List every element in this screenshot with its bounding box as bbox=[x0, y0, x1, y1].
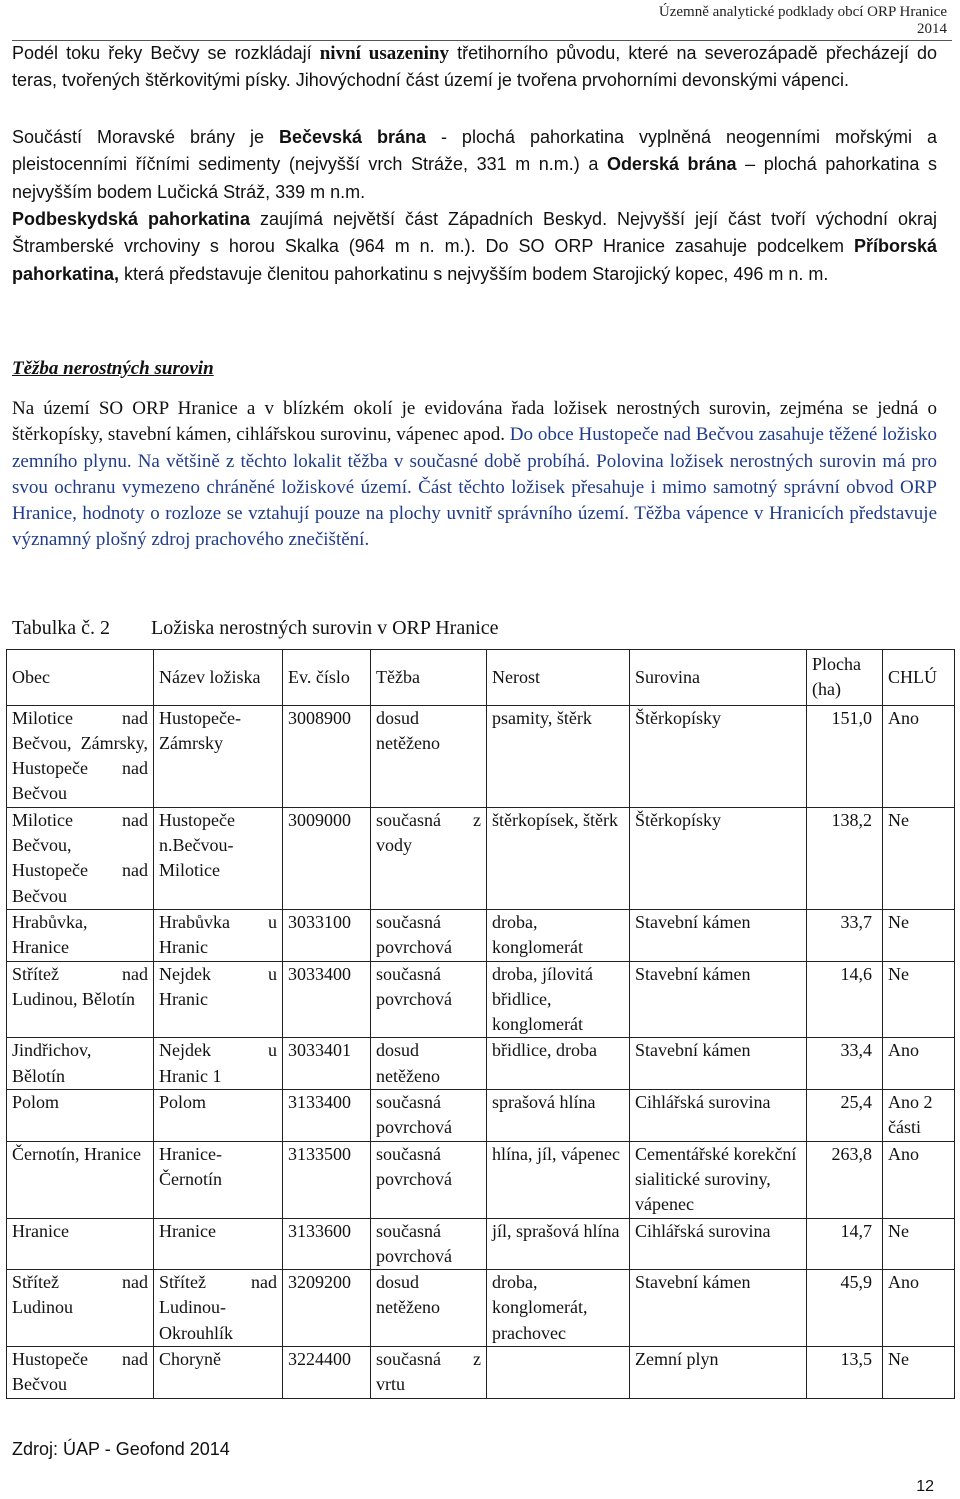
table-header-row bbox=[7, 650, 955, 706]
cell-ev-cislo: 3008900 bbox=[283, 705, 371, 807]
cell-obec: Střítež nad Ludinou bbox=[7, 1270, 154, 1347]
p1-text-2: třetihorního původu, které na severozápadě přecházejí do teras, tvořených štěrkovitými písky. Jihovýchodní část území je tvořena prvohorními devonskými vápenci. bbox=[12, 43, 937, 91]
cell-ev-cislo: 3133400 bbox=[283, 1090, 371, 1142]
cell-plocha: 151,0 bbox=[807, 705, 883, 807]
cell-nazev: Hranice bbox=[154, 1218, 283, 1270]
cell-tezba: dosud netěženo bbox=[371, 1270, 487, 1347]
source-note: Zdroj: ÚAP - Geofond 2014 bbox=[12, 1439, 230, 1459]
table-row bbox=[7, 1347, 955, 1399]
cell-nazev: Hrabůvka u Hranic bbox=[154, 909, 283, 961]
cell-obec: Polom bbox=[7, 1090, 154, 1142]
page-number: 12 bbox=[916, 1478, 934, 1495]
cell-surovina: Štěrkopísky bbox=[630, 807, 807, 909]
p3-text-1: zaujímá největší část Západních Beskyd. Nejvyšší její část tvoří východní okraj Štramberské vrchoviny s horou Skalka (964 m n. m.). Do SO ORP Hranice zasahuje podcelkem bbox=[12, 209, 937, 257]
cell-nazev: Hustopeče-Zámrsky bbox=[154, 705, 283, 807]
cell-nazev: Nejdek u Hranic bbox=[154, 961, 283, 1038]
cell-plocha: 25,4 bbox=[807, 1090, 883, 1142]
table-row bbox=[7, 961, 955, 1038]
cell-obec: Milotice nad Bečvou, Hustopeče nad Bečvou bbox=[7, 807, 154, 909]
p3-bold-podbeskydska: Podbeskydská pahorkatina bbox=[12, 209, 251, 229]
cell-surovina: Zemní plyn bbox=[630, 1347, 807, 1399]
p4-text-2: Do obce Hustopeče nad Bečvou zasahuje těžené ložisko zemního plynu. Na většině z těchto lokalit těžba v současné době probíhá. Polovina ložisek nerostných surovin má pro svou ochranu vymezeno chráněné ložiskové území. Část těchto ložisek přesahuje i mimo samotný správní obvod ORP Hranice, hodnoty o rozloze se vztahují pouze na plochy uvnitř správního území. Těžba vápence v Hranicích představuje významný plošný zdroj prachového znečištění. bbox=[12, 424, 937, 551]
cell-obec: Hustopeče nad Bečvou bbox=[7, 1347, 154, 1399]
cell-obec: Jindřichov, Bělotín bbox=[7, 1038, 154, 1090]
cell-chlu: Ne bbox=[883, 1347, 955, 1399]
paragraph-podbeskydska bbox=[12, 206, 937, 288]
col-header-plocha: Plocha (ha) bbox=[807, 650, 883, 706]
cell-surovina: Cihlářská surovina bbox=[630, 1090, 807, 1142]
cell-ev-cislo: 3033401 bbox=[283, 1038, 371, 1090]
p2-text-2: - plochá pahorkatina vyplněná neogenními mořskými a pleistocenními říčními sedimenty (nejvyšší vrch Stráže, 331 m n.m.) a bbox=[12, 127, 937, 175]
paragraph-moravian-gate bbox=[12, 124, 937, 206]
cell-nazev: Polom bbox=[154, 1090, 283, 1142]
cell-nerost: psamity, štěrk bbox=[487, 705, 630, 807]
cell-ev-cislo: 3033100 bbox=[283, 909, 371, 961]
deposits-table bbox=[6, 649, 955, 1399]
table-caption-title: Ložiska nerostných surovin v ORP Hranice bbox=[151, 617, 499, 639]
cell-chlu: Ne bbox=[883, 961, 955, 1038]
p2-text-3: – plochá pahorkatina s nejvyšším bodem Lučická Stráž, 339 m n.m. bbox=[12, 154, 938, 202]
cell-nazev: Nejdek u Hranic 1 bbox=[154, 1038, 283, 1090]
cell-nerost: droba, jílovitá břidlice, konglomerát bbox=[487, 961, 630, 1038]
cell-chlu: Ne bbox=[883, 909, 955, 961]
cell-ev-cislo: 3133600 bbox=[283, 1218, 371, 1270]
table-row bbox=[7, 807, 955, 909]
cell-nerost: jíl, sprašová hlína bbox=[487, 1218, 630, 1270]
cell-plocha: 45,9 bbox=[807, 1270, 883, 1347]
col-header-nazev: Název ložiska bbox=[154, 650, 283, 706]
cell-obec: Hranice bbox=[7, 1218, 154, 1270]
cell-ev-cislo: 3009000 bbox=[283, 807, 371, 909]
table-caption-number: Tabulka č. 2 bbox=[12, 617, 111, 639]
header-title: Územně analytické podklady obcí ORP Hranice bbox=[658, 4, 947, 20]
cell-chlu: Ano 2 části bbox=[883, 1090, 955, 1142]
cell-tezba: současná z vody bbox=[371, 807, 487, 909]
cell-nazev: Střítež nad Ludinou-Okrouhlík bbox=[154, 1270, 283, 1347]
cell-tezba: současná povrchová bbox=[371, 1141, 487, 1218]
cell-plocha: 263,8 bbox=[807, 1141, 883, 1218]
header-year: 2014 bbox=[917, 21, 947, 37]
col-header-tezba: Těžba bbox=[371, 650, 487, 706]
cell-chlu: Ne bbox=[883, 1218, 955, 1270]
p3-text-2: která představuje členitou pahorkatinu s nejvyšším bodem Starojický kopec, 496 m n. m. bbox=[119, 263, 829, 284]
cell-plocha: 138,2 bbox=[807, 807, 883, 909]
cell-ev-cislo: 3133500 bbox=[283, 1141, 371, 1218]
table-row bbox=[7, 1218, 955, 1270]
cell-nerost: droba, konglomerát, prachovec bbox=[487, 1270, 630, 1347]
cell-tezba: současná povrchová bbox=[371, 961, 487, 1038]
cell-tezba: současná povrchová bbox=[371, 909, 487, 961]
cell-plocha: 14,7 bbox=[807, 1218, 883, 1270]
cell-nerost: štěrkopísek, štěrk bbox=[487, 807, 630, 909]
cell-nerost: břidlice, droba bbox=[487, 1038, 630, 1090]
col-header-chlu: CHLÚ bbox=[883, 650, 955, 706]
cell-obec: Milotice nad Bečvou, Zámrsky, Hustopeče nad Bečvou bbox=[7, 705, 154, 807]
running-header bbox=[659, 4, 947, 38]
cell-plocha: 33,7 bbox=[807, 909, 883, 961]
cell-ev-cislo: 3224400 bbox=[283, 1347, 371, 1399]
paragraph-alluvium bbox=[12, 40, 937, 95]
cell-chlu: Ano bbox=[883, 1141, 955, 1218]
cell-chlu: Ano bbox=[883, 705, 955, 807]
cell-tezba: dosud netěženo bbox=[371, 705, 487, 807]
paragraph-mining bbox=[12, 396, 937, 554]
cell-nerost: droba, konglomerát bbox=[487, 909, 630, 961]
cell-nerost: hlína, jíl, vápenec bbox=[487, 1141, 630, 1218]
cell-chlu: Ano bbox=[883, 1270, 955, 1347]
cell-nazev: Choryně bbox=[154, 1347, 283, 1399]
cell-chlu: Ne bbox=[883, 807, 955, 909]
cell-surovina: Štěrkopísky bbox=[630, 705, 807, 807]
table-row bbox=[7, 909, 955, 961]
table-row bbox=[7, 1038, 955, 1090]
col-header-obec: Obec bbox=[7, 650, 154, 706]
cell-plocha: 14,6 bbox=[807, 961, 883, 1038]
cell-tezba: současná z vrtu bbox=[371, 1347, 487, 1399]
p4-text-1: Na území SO ORP Hranice a v blízkém okolí je evidována řada ložisek nerostných surovin, zejména se jedná o štěrkopísky, stavební kámen, cihlářskou surovinu, vápenec apod. bbox=[12, 398, 937, 446]
col-header-surovina: Surovina bbox=[630, 650, 807, 706]
cell-surovina: Stavební kámen bbox=[630, 961, 807, 1038]
table-row bbox=[7, 1270, 955, 1347]
cell-surovina: Cementářské korekční sialitické suroviny, vápenec bbox=[630, 1141, 807, 1218]
table-caption bbox=[12, 616, 499, 640]
p1-text-1: Podél toku řeky Bečvy se rozkládají bbox=[12, 43, 320, 63]
p1-bold-term: nivní usazeniny bbox=[319, 43, 449, 64]
cell-chlu: Ano bbox=[883, 1038, 955, 1090]
cell-nerost: sprašová hlína bbox=[487, 1090, 630, 1142]
table-row bbox=[7, 1090, 955, 1142]
table-row bbox=[7, 705, 955, 807]
cell-nazev: Hranice-Černotín bbox=[154, 1141, 283, 1218]
cell-obec: Černotín, Hranice bbox=[7, 1141, 154, 1218]
cell-obec: Hrabůvka, Hranice bbox=[7, 909, 154, 961]
p2-bold-oderska: Oderská brána bbox=[606, 154, 737, 175]
table-row bbox=[7, 1141, 955, 1218]
p2-bold-becevska: Bečevská brána bbox=[278, 127, 427, 147]
p2-text-1: Součástí Moravské brány je bbox=[12, 127, 279, 147]
section-heading-mining: Těžba nerostných surovin bbox=[12, 358, 214, 379]
cell-ev-cislo: 3033400 bbox=[283, 961, 371, 1038]
cell-surovina: Stavební kámen bbox=[630, 909, 807, 961]
cell-plocha: 13,5 bbox=[807, 1347, 883, 1399]
cell-plocha: 33,4 bbox=[807, 1038, 883, 1090]
cell-obec: Střítež nad Ludinou, Bělotín bbox=[7, 961, 154, 1038]
cell-tezba: dosud netěženo bbox=[371, 1038, 487, 1090]
cell-surovina: Stavební kámen bbox=[630, 1038, 807, 1090]
cell-tezba: současná povrchová bbox=[371, 1090, 487, 1142]
cell-tezba: současná povrchová bbox=[371, 1218, 487, 1270]
col-header-ev-cislo: Ev. číslo bbox=[283, 650, 371, 706]
cell-nazev: Hustopeče n.Bečvou-Milotice bbox=[154, 807, 283, 909]
cell-surovina: Stavební kámen bbox=[630, 1270, 807, 1347]
cell-ev-cislo: 3209200 bbox=[283, 1270, 371, 1347]
p3-bold-priborska: Příborská pahorkatina, bbox=[12, 236, 937, 284]
col-header-nerost: Nerost bbox=[487, 650, 630, 706]
cell-nerost bbox=[487, 1347, 630, 1399]
cell-surovina: Cihlářská surovina bbox=[630, 1218, 807, 1270]
